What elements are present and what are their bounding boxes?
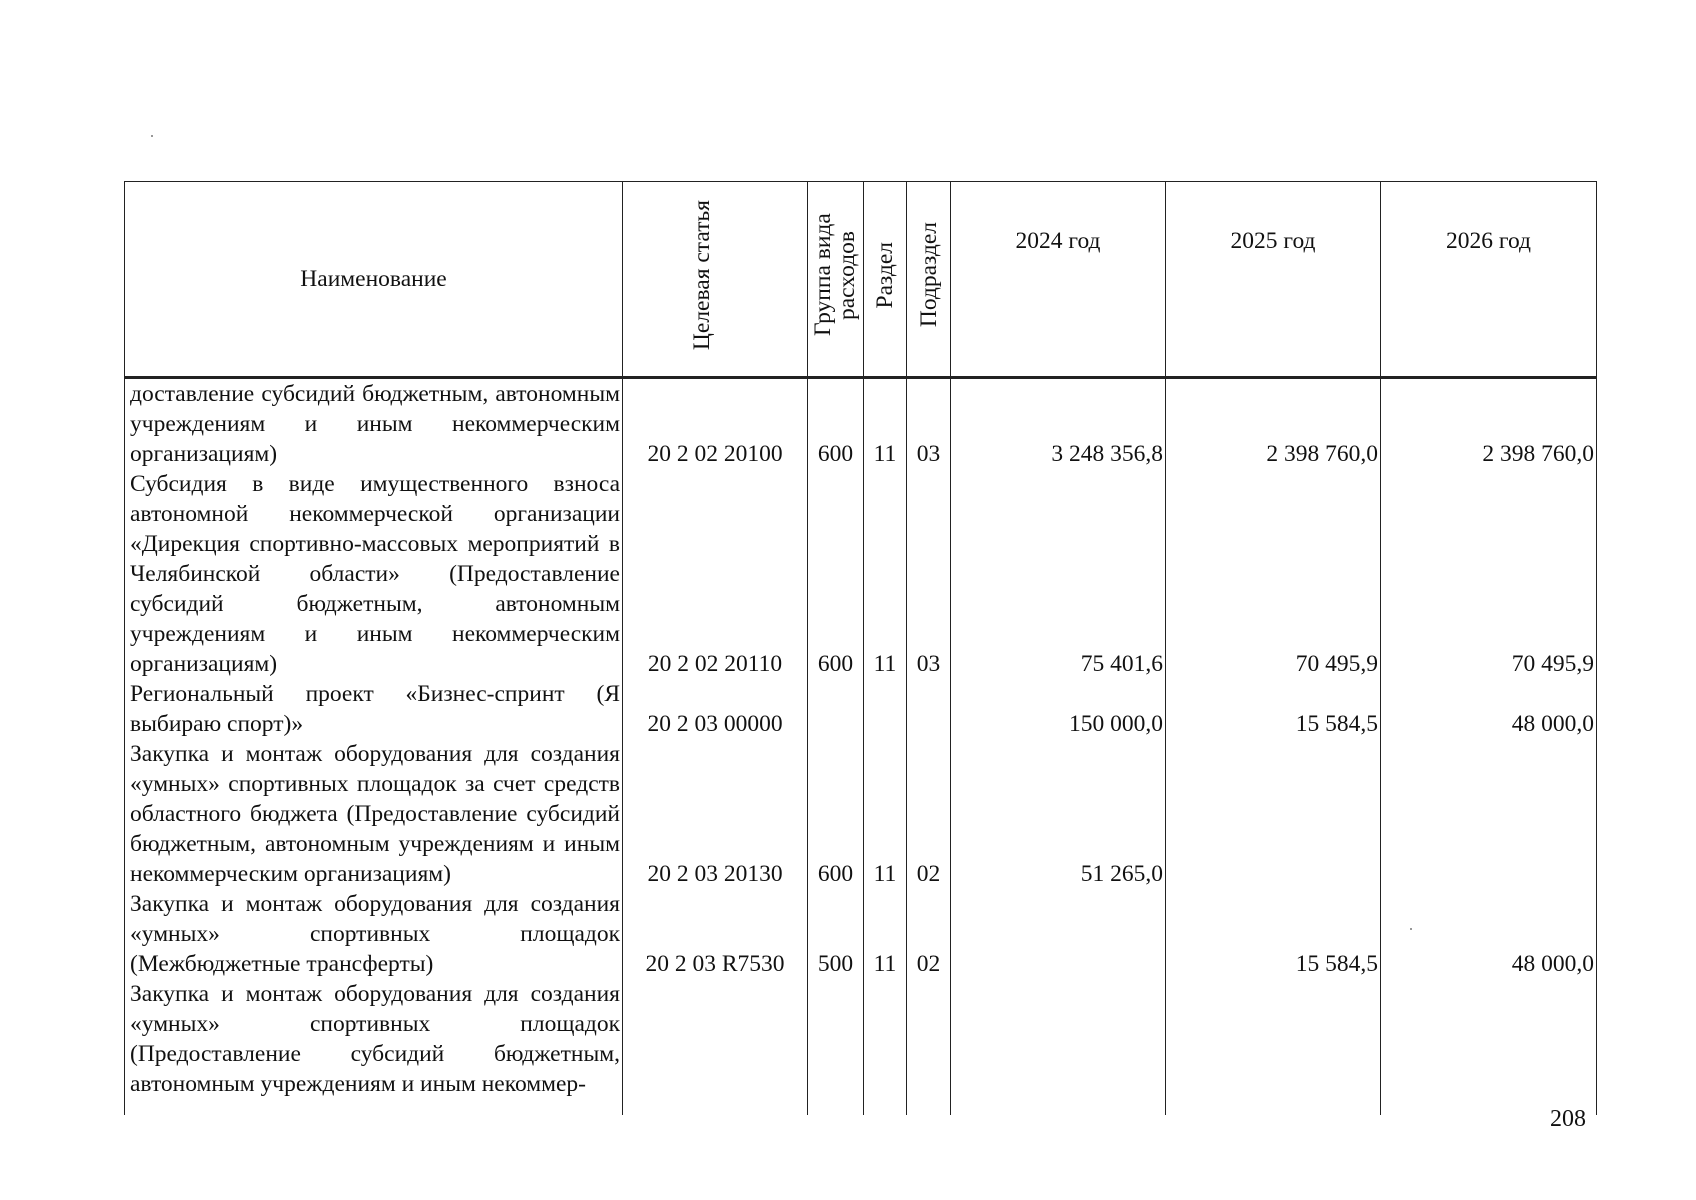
row-2026: 48 000,0 [1381, 679, 1597, 739]
row-group [808, 679, 864, 739]
row-2026: 2 398 760,0 [1381, 378, 1597, 470]
table-row [125, 469, 1597, 679]
table-row [125, 378, 1597, 470]
row-section [864, 679, 907, 739]
row-subsection: 02 [907, 889, 951, 979]
header-2024 [951, 182, 1166, 378]
row-group: 600 [808, 469, 864, 679]
row-name: Субсидия в виде имущественного взноса автономной некоммерческой организации «Дирекция спортивно-массовых мероприятий в Челябинской области» (Предоставление субсидий бюджетным, автономным учреждениям и иным некоммерческим организациям) [125, 469, 623, 679]
row-code: 20 2 02 20100 [623, 378, 808, 470]
row-group: 600 [808, 378, 864, 470]
row-subsection: 02 [907, 739, 951, 889]
page-number: 208 [1550, 1106, 1586, 1132]
row-name: Закупка и монтаж оборудования для создания «умных» спортивных площадок за счет средств областного бюджета (Предоставление субсидий бюджетным, автономным учреждениям и иным некоммерческим организациям) [125, 739, 623, 889]
row-2024: 51 265,0 [951, 739, 1166, 889]
row-2025: 70 495,9 [1166, 469, 1381, 679]
table-row [125, 979, 1597, 1115]
row-subsection: 03 [907, 378, 951, 470]
header-subsection-text: Подраздел [915, 222, 942, 328]
table-header [125, 182, 1597, 378]
row-2025: 2 398 760,0 [1166, 378, 1381, 470]
row-2024: 150 000,0 [951, 679, 1166, 739]
row-2024 [951, 889, 1166, 979]
header-section [864, 182, 907, 378]
row-2024 [951, 979, 1166, 1115]
row-2024: 3 248 356,8 [951, 378, 1166, 470]
row-section [864, 979, 907, 1115]
row-section: 11 [864, 378, 907, 470]
header-name-text: Наименование [300, 266, 447, 292]
row-section: 11 [864, 739, 907, 889]
row-group: 500 [808, 889, 864, 979]
row-2026 [1381, 979, 1597, 1115]
row-2026: 48 000,0 [1381, 889, 1597, 979]
row-name: доставление субсидий бюджетным, автономным учреждениям и иным некоммерческим организациям) [125, 378, 623, 470]
row-2025: 15 584,5 [1166, 679, 1381, 739]
row-2025 [1166, 979, 1381, 1115]
row-code: 20 2 03 R7530 [623, 889, 808, 979]
header-code-text: Целевая статья [689, 199, 715, 351]
row-2026 [1381, 739, 1597, 889]
row-subsection [907, 979, 951, 1115]
row-2025: 15 584,5 [1166, 889, 1381, 979]
header-2025-text: 2025 год [1230, 228, 1316, 254]
table-row [125, 889, 1597, 979]
header-2026 [1381, 182, 1597, 378]
row-code: 20 2 03 00000 [623, 679, 808, 739]
row-section: 11 [864, 889, 907, 979]
header-group-text: Группа вида расходов [809, 213, 860, 337]
row-group [808, 979, 864, 1115]
row-subsection: 03 [907, 469, 951, 679]
row-code: 20 2 02 20110 [623, 469, 808, 679]
header-code [623, 182, 808, 378]
row-name: Региональный проект «Бизнес-спринт (Я выбираю спорт)» [125, 679, 623, 739]
row-code [623, 979, 808, 1115]
row-2025 [1166, 739, 1381, 889]
row-code: 20 2 03 20130 [623, 739, 808, 889]
table-row [125, 679, 1597, 739]
header-subsection [907, 182, 951, 378]
row-name: Закупка и монтаж оборудования для создания «умных» спортивных площадок (Предоставление субсидий бюджетным, автономным учреждениям и иным некоммер- [125, 979, 623, 1115]
row-section: 11 [864, 469, 907, 679]
header-name [125, 182, 623, 378]
header-row [125, 182, 1597, 378]
row-group: 600 [808, 739, 864, 889]
row-subsection [907, 679, 951, 739]
header-group [808, 182, 864, 378]
header-2024-text: 2024 год [1015, 228, 1101, 254]
row-name: Закупка и монтаж оборудования для создания «умных» спортивных площадок (Межбюджетные трансферты) [125, 889, 623, 979]
budget-table [124, 181, 1597, 1115]
table-body [125, 378, 1597, 1116]
table-row [125, 739, 1597, 889]
row-2024: 75 401,6 [951, 469, 1166, 679]
header-2026-text: 2026 год [1446, 228, 1531, 254]
scan-speck [151, 135, 153, 137]
header-section-text: Раздел [872, 241, 898, 309]
header-2025 [1166, 182, 1381, 378]
row-2026: 70 495,9 [1381, 469, 1597, 679]
